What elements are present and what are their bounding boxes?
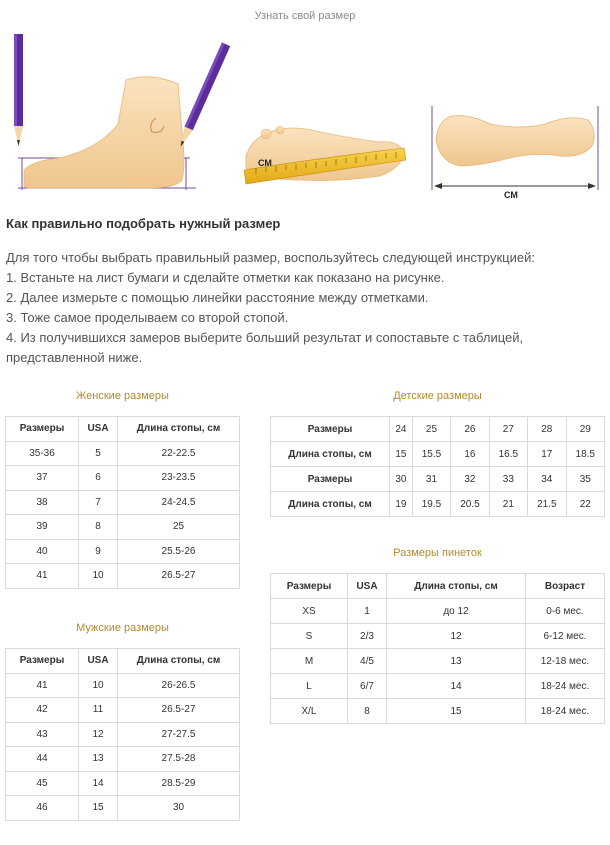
table-row xyxy=(6,698,240,723)
table-row-header: Размеры xyxy=(271,467,390,492)
table-cell: 30 xyxy=(118,796,240,821)
instruction-line: 4. Из получившихся замеров выберите больший результат и сопоставьте с таблицей, xyxy=(6,330,524,345)
table-cell: 6/7 xyxy=(348,674,387,699)
table-cell: 31 xyxy=(412,467,450,492)
table-row xyxy=(6,490,240,515)
table-row xyxy=(271,699,605,724)
instruction-line: 2. Далее измерьте с помощью линейки расстояние между отметками. xyxy=(6,290,429,305)
side-foot-figure xyxy=(14,34,230,190)
table-row xyxy=(6,771,240,796)
table-row xyxy=(6,722,240,747)
section-heading: Как правильно подобрать нужный размер xyxy=(6,216,281,231)
table-cell: 21 xyxy=(489,492,527,517)
instruction-line: 3. Тоже самое проделываем со второй стопой. xyxy=(6,310,289,325)
table-cell: 5 xyxy=(79,441,118,466)
table-cell: 12-18 мес. xyxy=(526,649,605,674)
table-cell: 26-26.5 xyxy=(118,673,240,698)
table-cell: 29 xyxy=(566,417,604,442)
women-size-table xyxy=(5,416,240,589)
men-table-title: Мужские размеры xyxy=(76,622,169,634)
table-cell: 25.5-26 xyxy=(118,539,240,564)
table-cell: 15.5 xyxy=(412,442,450,467)
table-cell: 15 xyxy=(390,442,413,467)
table-cell: 10 xyxy=(79,564,118,589)
table-cell: 2/3 xyxy=(348,624,387,649)
table-header-cell: Размеры xyxy=(6,649,79,674)
table-cell: 28 xyxy=(528,417,566,442)
table-cell: 43 xyxy=(6,722,79,747)
table-header-row xyxy=(6,417,240,442)
table-cell: 45 xyxy=(6,771,79,796)
table-row xyxy=(271,674,605,699)
table-cell: 41 xyxy=(6,564,79,589)
page-title: Узнать свой размер xyxy=(254,10,356,22)
instruction-line: представленной ниже. xyxy=(6,350,143,365)
table-cell: 16 xyxy=(451,442,489,467)
table-cell: 39 xyxy=(6,515,79,540)
table-cell: 14 xyxy=(79,771,118,796)
booties-table-title: Размеры пинеток xyxy=(393,547,482,559)
table-cell: 25 xyxy=(412,417,450,442)
table-cell: 44 xyxy=(6,747,79,772)
table-header-cell: Размеры xyxy=(6,417,79,442)
table-cell: 35-36 xyxy=(6,441,79,466)
table-cell: 38 xyxy=(6,490,79,515)
table-cell: 41 xyxy=(6,673,79,698)
table-cell: 21.5 xyxy=(528,492,566,517)
table-header-cell: Длина стопы, см xyxy=(387,574,526,599)
table-cell: 16.5 xyxy=(489,442,527,467)
table-header-cell: USA xyxy=(79,417,118,442)
tape-measure-foot-figure xyxy=(244,126,406,184)
booties-size-table xyxy=(270,573,605,724)
table-cell: 24-24.5 xyxy=(118,490,240,515)
table-cell: 20.5 xyxy=(451,492,489,517)
table-cell: 14 xyxy=(387,674,526,699)
table-row xyxy=(6,466,240,491)
table-cell: 26.5-27 xyxy=(118,698,240,723)
table-cell: 18-24 мес. xyxy=(526,699,605,724)
table-cell: 30 xyxy=(390,467,413,492)
table-cell: 15 xyxy=(79,796,118,821)
table-cell: 12 xyxy=(79,722,118,747)
cm-label-footprint: СМ xyxy=(504,190,518,200)
table-cell: 40 xyxy=(6,539,79,564)
table-cell: 7 xyxy=(79,490,118,515)
cm-label-tape: СМ xyxy=(258,158,272,168)
table-cell: M xyxy=(271,649,348,674)
table-cell: 27 xyxy=(489,417,527,442)
table-cell: 32 xyxy=(451,467,489,492)
instruction-line: Для того чтобы выбрать правильный размер, воспользуйтесь следующей инструкцией: xyxy=(6,250,535,265)
table-cell: 27.5-28 xyxy=(118,747,240,772)
table-row xyxy=(6,673,240,698)
table-cell: 25 xyxy=(118,515,240,540)
table-cell: 13 xyxy=(387,649,526,674)
table-header-row xyxy=(6,649,240,674)
table-cell: 26 xyxy=(451,417,489,442)
table-cell: 8 xyxy=(348,699,387,724)
pencil-left-icon xyxy=(14,34,23,146)
men-size-table xyxy=(5,648,240,821)
table-header-cell: Размеры xyxy=(271,574,348,599)
pencil-right-icon xyxy=(176,43,230,149)
table-cell: L xyxy=(271,674,348,699)
table-cell: 22 xyxy=(566,492,604,517)
foot-measure-illustration xyxy=(0,28,610,203)
table-cell: до 12 xyxy=(387,599,526,624)
table-cell: 42 xyxy=(6,698,79,723)
table-row xyxy=(6,515,240,540)
table-cell: 18-24 мес. xyxy=(526,674,605,699)
table-cell: 4/5 xyxy=(348,649,387,674)
table-row xyxy=(6,747,240,772)
table-cell: 10 xyxy=(79,673,118,698)
table-row xyxy=(271,467,605,492)
table-row-header: Длина стопы, см xyxy=(271,492,390,517)
table-cell: 19.5 xyxy=(412,492,450,517)
table-cell: 35 xyxy=(566,467,604,492)
table-header-row xyxy=(271,574,605,599)
table-cell: 37 xyxy=(6,466,79,491)
table-cell: 6-12 мес. xyxy=(526,624,605,649)
table-cell: 11 xyxy=(79,698,118,723)
kids-table-title: Детские размеры xyxy=(393,390,482,402)
table-cell: 19 xyxy=(390,492,413,517)
women-table-title: Женские размеры xyxy=(76,390,169,402)
table-cell: 23-23.5 xyxy=(118,466,240,491)
table-row xyxy=(271,492,605,517)
table-header-cell: Длина стопы, см xyxy=(118,417,240,442)
table-row xyxy=(6,441,240,466)
table-cell: 15 xyxy=(387,699,526,724)
table-row xyxy=(271,624,605,649)
kids-size-table xyxy=(270,416,605,517)
table-row xyxy=(271,599,605,624)
table-header-cell: Возраст xyxy=(526,574,605,599)
instruction-line: 1. Встаньте на лист бумаги и сделайте отметки как показано на рисунке. xyxy=(6,270,445,285)
table-row xyxy=(271,649,605,674)
table-cell: 0-6 мес. xyxy=(526,599,605,624)
footprint-figure xyxy=(432,106,598,200)
table-row xyxy=(6,796,240,821)
table-row xyxy=(6,564,240,589)
table-cell: 18.5 xyxy=(566,442,604,467)
table-cell: 33 xyxy=(489,467,527,492)
table-cell: 13 xyxy=(79,747,118,772)
table-row-header: Размеры xyxy=(271,417,390,442)
table-row-header: Длина стопы, см xyxy=(271,442,390,467)
table-header-cell: USA xyxy=(348,574,387,599)
table-cell: 24 xyxy=(390,417,413,442)
table-header-cell: Длина стопы, см xyxy=(118,649,240,674)
table-cell: 22-22.5 xyxy=(118,441,240,466)
table-cell: 46 xyxy=(6,796,79,821)
table-cell: 34 xyxy=(528,467,566,492)
table-cell: 12 xyxy=(387,624,526,649)
table-cell: 9 xyxy=(79,539,118,564)
table-cell: 26.5-27 xyxy=(118,564,240,589)
table-cell: 28.5-29 xyxy=(118,771,240,796)
table-cell: S xyxy=(271,624,348,649)
table-cell: 17 xyxy=(528,442,566,467)
table-cell: X/L xyxy=(271,699,348,724)
table-row xyxy=(271,442,605,467)
table-cell: 6 xyxy=(79,466,118,491)
table-row xyxy=(6,539,240,564)
table-row xyxy=(271,417,605,442)
table-cell: 8 xyxy=(79,515,118,540)
table-cell: 1 xyxy=(348,599,387,624)
instructions xyxy=(6,248,606,368)
table-header-cell: USA xyxy=(79,649,118,674)
table-cell: XS xyxy=(271,599,348,624)
table-cell: 27-27.5 xyxy=(118,722,240,747)
